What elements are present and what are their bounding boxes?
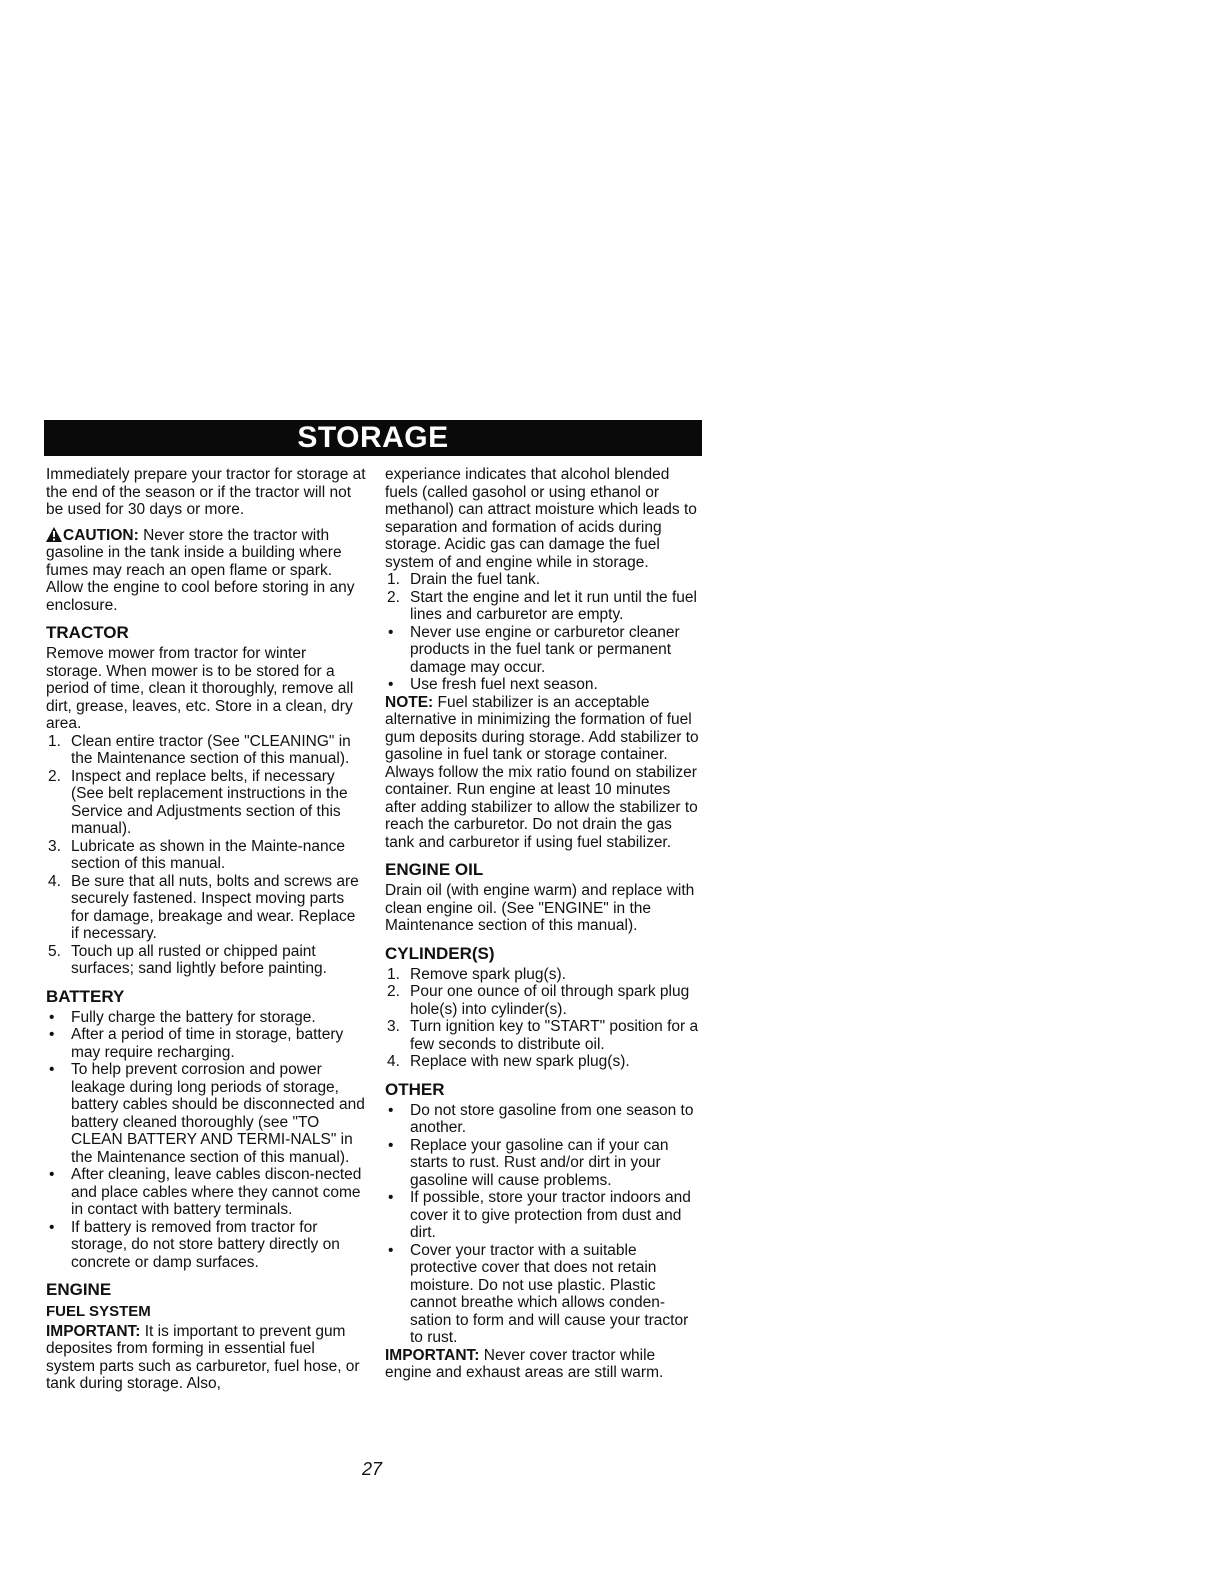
list-item [385,1102,705,1137]
other-bullets [385,1102,705,1347]
warning-triangle-icon [46,527,62,542]
list-item [46,1219,366,1272]
bullet-text: Cover your tractor with a suitable protective cover that does not retain moisture. Do not use plastic. Plastic cannot breathe which allows conden-sation to form and will cause your tractor to rust. [410,1241,689,1346]
cylinders-heading: CYLINDER(S) [385,943,495,963]
list-item [46,1061,366,1166]
list-item [46,768,366,838]
fuel-continued-paragraph: experiance indicates that alcohol blended fuels (called gasohol or using ethanol or methanol) can attract moisture which leads to separation and formation of acids during storage. Acidic gas can damage the fuel system of and engine while in storage. [385,466,697,571]
bullet-text: After a period of time in storage, battery may require recharging. [71,1026,344,1061]
page-number: 27 [362,1459,383,1479]
important-label: IMPORTANT: [385,1346,480,1364]
list-item [385,1053,705,1071]
step-number: 3. [48,837,61,855]
tractor-heading: TRACTOR [46,623,129,642]
step-number: 2. [387,588,400,606]
step-number: 1. [387,571,400,588]
caution-label: CAUTION: [63,526,139,544]
bullet-dot: • [49,1008,55,1026]
fuel-system-heading: FUEL SYSTEM [46,1303,151,1320]
bullet-text: To help prevent corrosion and power leakage during long periods of storage, battery cables should be disconnected and battery cleaned thoroughly (see "TO CLEAN BATTERY AND TERMI-NALS" in the Maintenance section of this manual). [71,1061,365,1166]
bullet-dot: • [388,676,394,693]
list-item [385,1242,705,1347]
bullet-dot: • [49,1166,55,1183]
bullet-text: After cleaning, leave cables discon-nected and place cables where they cannot come in contact with battery terminals. [71,1166,362,1218]
caution-text: Never store the tractor with gasoline in the tank inside a building where fumes may reach an open flame or spark. Allow the engine to cool before storing in any enclosure. [46,526,355,614]
step-number: 3. [387,1018,400,1035]
step-text: Clean entire tractor (See "CLEANING" in the Maintenance section of this manual). [71,732,351,767]
step-text: Remove spark plug(s). [410,965,566,983]
fuel-steps [385,571,705,624]
list-item [46,733,366,768]
step-number: 1. [48,732,61,750]
tractor-steps [46,733,366,978]
step-number: 4. [48,872,61,890]
bullet-text: Fully charge the battery for storage. [71,1008,316,1026]
list-item [385,1137,705,1190]
bullet-dot: • [388,1136,394,1154]
step-text: Pour one ounce of oil through spark plug hole(s) into cylinder(s). [410,983,690,1018]
bullet-text: Replace your gasoline can if your can starts to rust. Rust and/or dirt in your gasoline will cause problems. [410,1136,669,1189]
step-text: Be sure that all nuts, bolts and screws are securely fastened. Inspect moving parts for damage, breakage and wear. Replace if necessary. [71,872,359,942]
list-item [46,1026,366,1061]
left-column [46,466,366,1393]
caution-paragraph [46,527,366,615]
important-label: IMPORTANT: [46,1322,141,1340]
bullet-text: Never use engine or carburetor cleaner products in the fuel tank or permanent damage may occur. [410,623,680,676]
list-item [385,983,705,1018]
step-text: Start the engine and let it run until the fuel lines and carburetor are empty. [410,588,697,623]
list-item [385,1189,705,1242]
list-item [385,966,705,984]
section-title: STORAGE [297,421,449,454]
step-text: Inspect and replace belts, if necessary (See belt replacement instructions in the Service and Adjustments section of this manual). [71,767,348,837]
tractor-paragraph: Remove mower from tractor for winter storage. When mower is to be stored for a period of time, clean it thoroughly, remove all dirt, grease, leaves, etc. Store in a clean, dry area. [46,645,354,732]
step-number: 4. [387,1053,400,1070]
fuel-important-paragraph [46,1323,366,1393]
bullet-dot: • [49,1061,55,1078]
step-text: Touch up all rusted or chipped paint surfaces; sand lightly before painting. [71,942,327,977]
list-item [46,838,366,873]
step-text: Lubricate as shown in the Mainte-nance section of this manual. [71,837,345,872]
bullet-text: Do not store gasoline from one season to another. [410,1101,694,1136]
step-number: 2. [387,983,400,1000]
other-heading: OTHER [385,1079,445,1099]
list-item [46,1009,366,1027]
bullet-dot: • [388,623,394,641]
step-number: 5. [48,942,61,960]
battery-bullets [46,1009,366,1272]
bullet-dot: • [49,1218,55,1236]
step-text: Replace with new spark plug(s). [410,1053,630,1070]
list-item [385,1018,705,1053]
battery-heading: BATTERY [46,986,125,1006]
bullet-dot: • [388,1101,394,1119]
bullet-text: If battery is removed from tractor for storage, do not store battery directly on concrete or damp surfaces. [71,1218,340,1271]
step-text: Drain the fuel tank. [410,571,541,588]
note-text: Fuel stabilizer is an acceptable alternative in minimizing the formation of fuel gum deposits during storage. Add stabilizer to gasoline in fuel tank or storage container. Always follow the mix ratio found on stabilizer container. Run engine at least 10 minutes after adding stabilizer to allow the stabilizer to reach the carburetor. Do not drain the gas tank and carburetor if using fuel stabilizer. [385,693,699,851]
list-item [46,943,366,978]
step-number: 2. [48,767,61,785]
important-text: Never cover tractor while engine and exhaust areas are still warm. [385,1346,664,1381]
intro-paragraph: Immediately prepare your tractor for storage at the end of the season or if the tractor will not be used for 30 days or more. [46,466,366,518]
final-important-paragraph [385,1347,705,1382]
bullet-text: Use fresh fuel next season. [410,676,598,693]
list-item [46,873,366,943]
bullet-dot: • [49,1026,55,1043]
note-paragraph [385,694,705,852]
cylinder-steps [385,966,705,1071]
bullet-dot: • [388,1189,394,1206]
right-column [385,466,705,1382]
step-text: Turn ignition key to "START" position for a few seconds to distribute oil. [410,1018,699,1053]
important-text: It is important to prevent gum deposites from forming in essential fuel system parts such as carburetor, fuel hose, or tank during storage. Also, [46,1322,360,1392]
engine-heading: ENGINE [46,1280,112,1299]
step-number: 1. [387,965,400,983]
section-banner [44,420,702,456]
list-item [385,589,705,624]
list-item [385,571,705,589]
list-item [385,624,705,677]
note-label: NOTE: [385,693,434,711]
bullet-text: If possible, store your tractor indoors and cover it to give protection from dust and dirt. [410,1189,691,1241]
list-item [385,676,705,694]
list-item [46,1166,366,1219]
engine-oil-heading: ENGINE OIL [385,860,484,879]
engine-oil-paragraph: Drain oil (with engine warm) and replace with clean engine oil. (See "ENGINE" in the Maintenance section of this manual). [385,882,695,934]
fuel-bullets [385,624,705,694]
bullet-dot: • [388,1241,394,1259]
